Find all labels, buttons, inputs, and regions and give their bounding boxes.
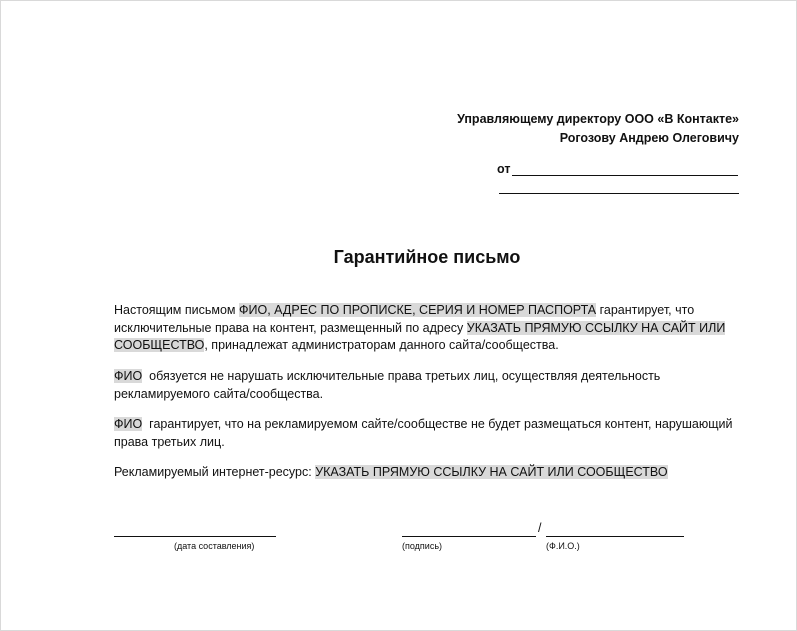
- name-line: [546, 535, 684, 537]
- p1-text-2: гарантирует, что исключительные права на контент, размещенный по адресу: [114, 303, 695, 335]
- p3-placeholder-fio: ФИО: [114, 417, 143, 431]
- paragraph-2: [114, 368, 734, 403]
- p2-text: обязуется не нарушать исключительные права третьих лиц, осуществляя деятельность рекламируемого сайта/сообщества.: [114, 369, 664, 401]
- p4-text: Рекламируемый интернет-ресурс:: [114, 465, 316, 479]
- p2-placeholder-fio: ФИО: [114, 369, 143, 383]
- p3-text: гарантирует, что на рекламируемом сайте/сообществе не будет размещаться контент, нарушающий права третьих лиц.: [114, 417, 736, 449]
- date-line: [114, 535, 276, 537]
- addressee-block: [457, 110, 739, 148]
- from-label: от: [497, 162, 511, 176]
- signature-slash: /: [538, 521, 542, 535]
- from-underline-2: [499, 193, 739, 194]
- addressee-line1: Управляющему директору ООО «В Контакте»: [457, 112, 739, 126]
- signature-line: [402, 535, 536, 537]
- from-line: [497, 161, 739, 176]
- p1-placeholder-fio: ФИО, АДРЕС ПО ПРОПИСКЕ, СЕРИЯ И НОМЕР ПАСПОРТА: [239, 303, 597, 317]
- addressee-line2: Рогозову Андрею Олеговичу: [559, 131, 739, 145]
- paragraph-1: [114, 302, 734, 355]
- p1-placeholder-link: УКАЗАТЬ ПРЯМУЮ ССЫЛКУ НА САЙТ ИЛИ СООБЩЕСТВО: [114, 320, 726, 352]
- p1-text-3: , принадлежат администраторам данного сайта/сообщества.: [204, 338, 559, 352]
- from-underline: [512, 161, 738, 176]
- paragraph-3: [114, 416, 734, 451]
- paragraph-4: [114, 464, 734, 482]
- p1-text-1: Настоящим письмом: [114, 303, 239, 317]
- signature-caption: (подпись): [402, 541, 443, 551]
- date-caption: (дата составления): [174, 541, 255, 551]
- name-caption: (Ф.И.О.): [546, 541, 580, 551]
- document-title: Гарантийное письмо: [333, 247, 521, 267]
- p4-placeholder-link: УКАЗАТЬ ПРЯМУЮ ССЫЛКУ НА САЙТ ИЛИ СООБЩЕСТВО: [315, 465, 668, 479]
